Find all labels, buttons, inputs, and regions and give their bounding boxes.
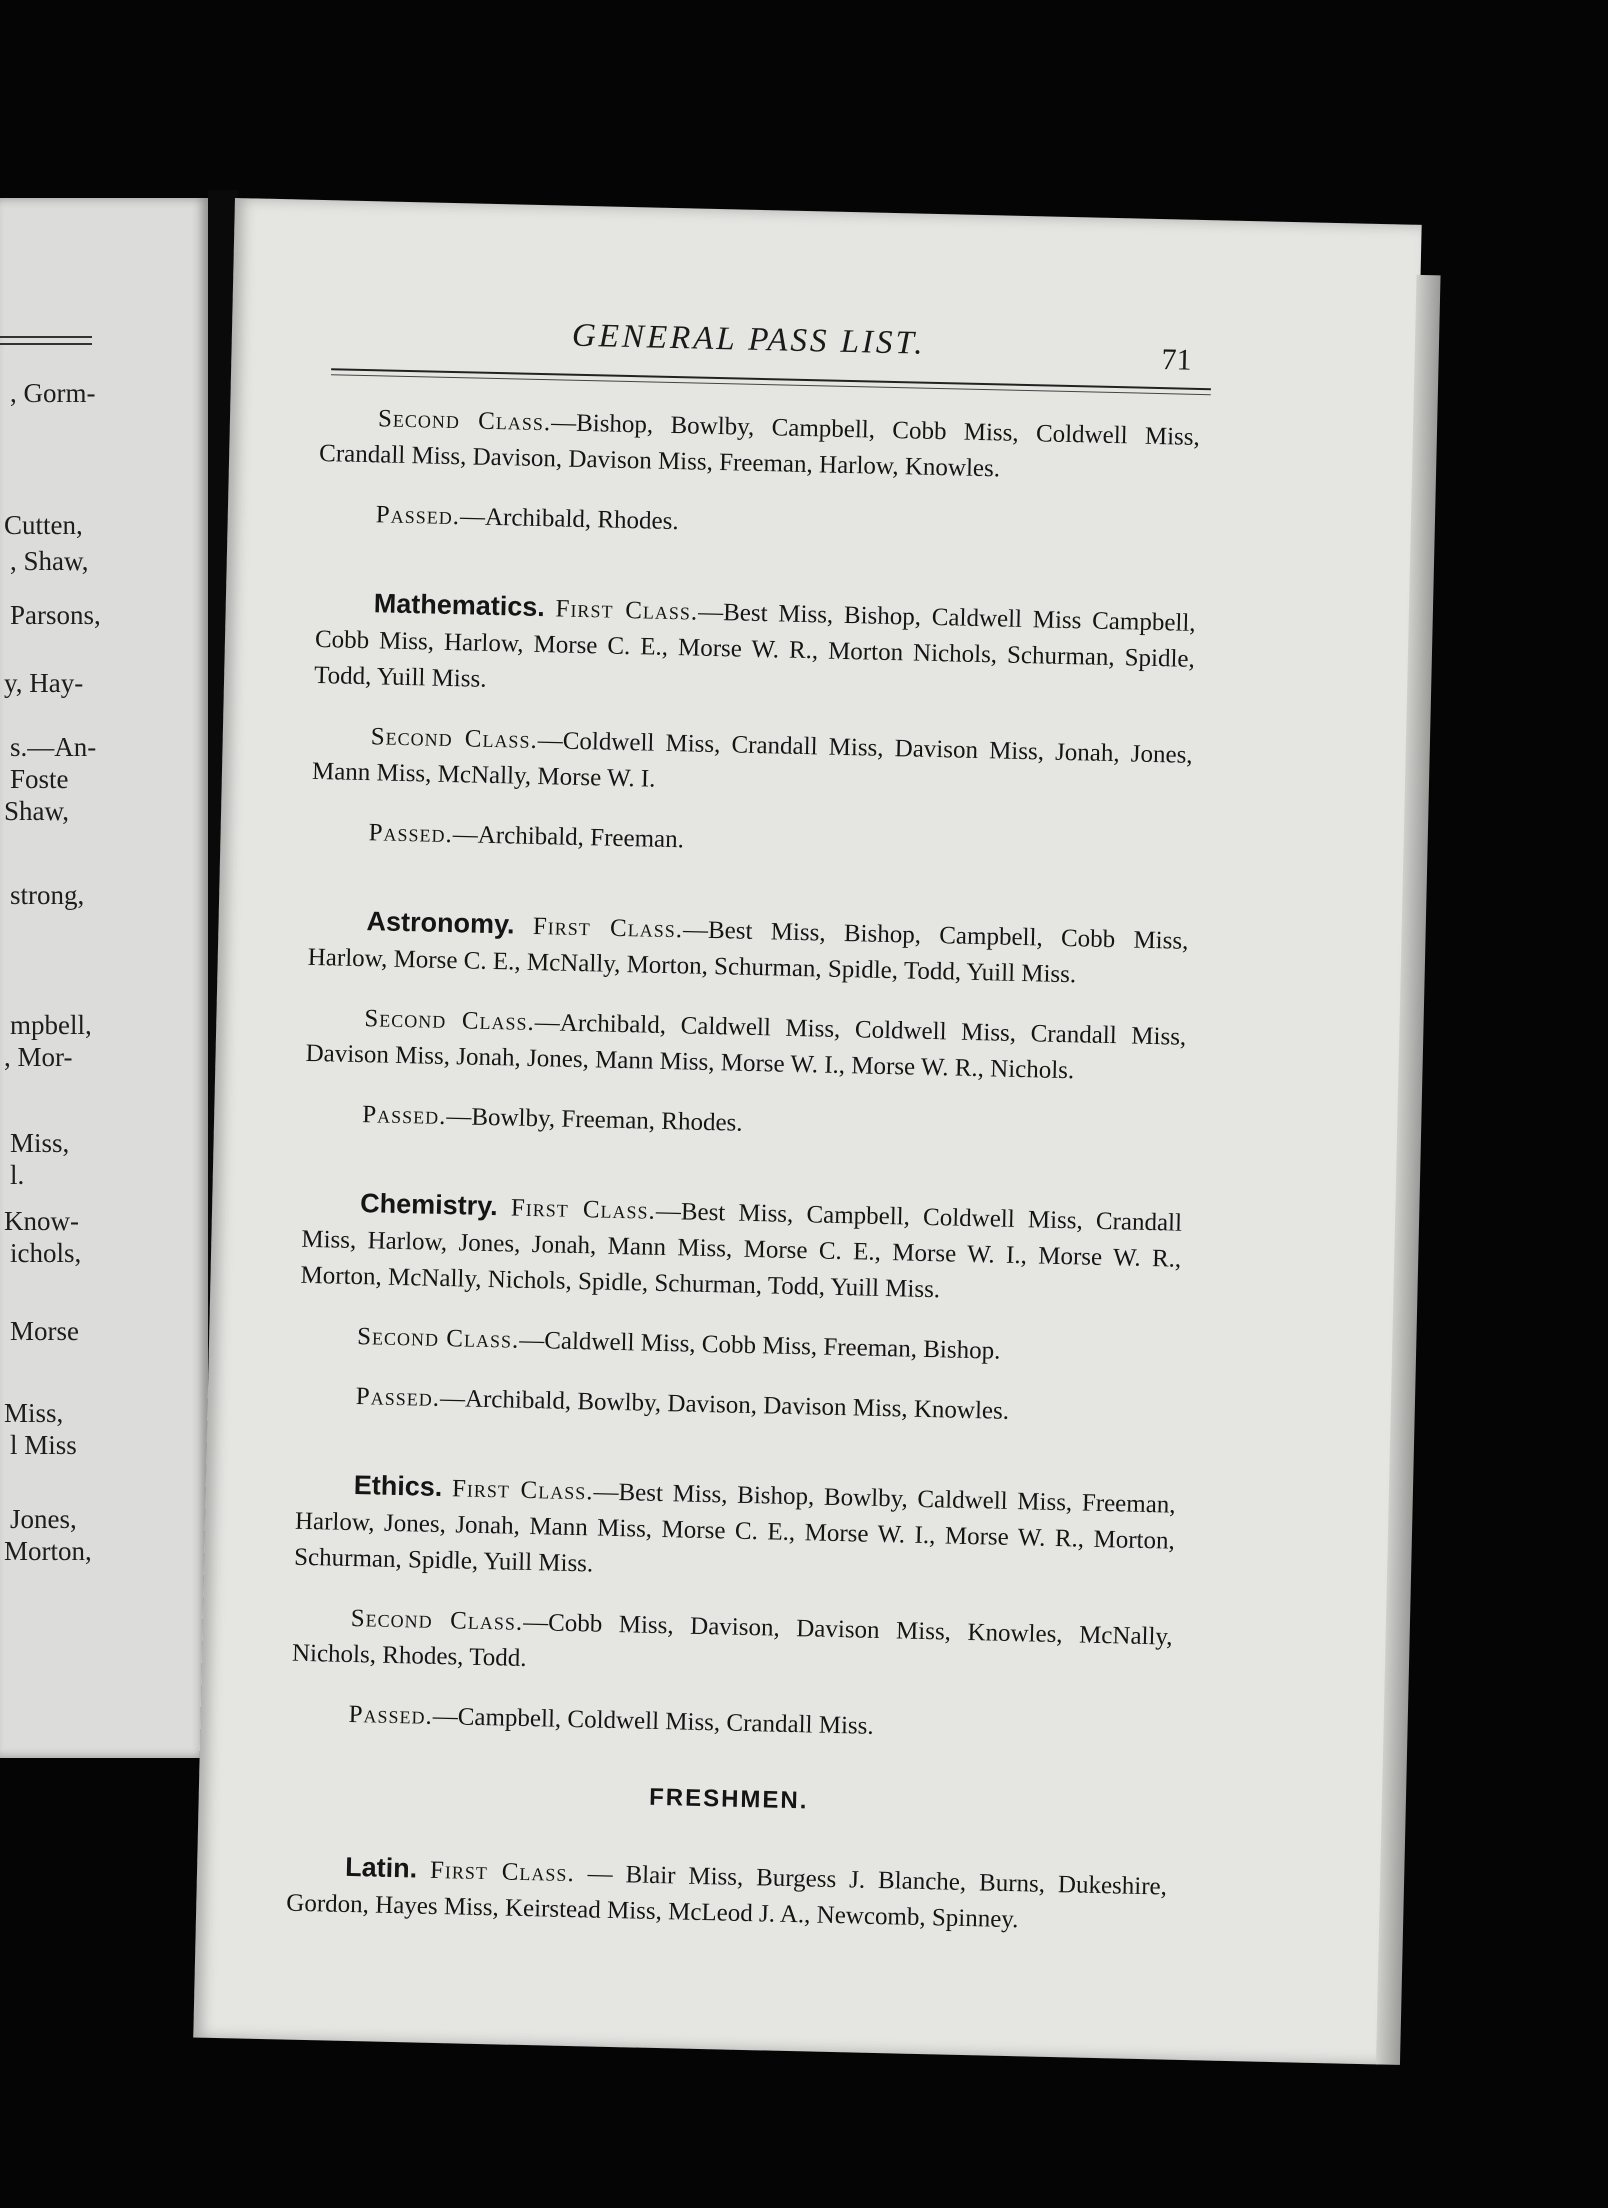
class-label: Passed.: [368, 819, 454, 849]
class-label: First Class.: [429, 1856, 576, 1888]
margin-fragment: Morse: [10, 1316, 79, 1346]
margin-fragment: , Gorm-: [10, 378, 96, 408]
student-names: — Blair Miss, Burgess J. Blanche, Burns, Dukeshire, Gordon, Hayes Miss, Keirstead Miss, McLeod J. A., Newcomb, Spinney.: [286, 1860, 1168, 1934]
class-entry: [300, 1184, 1182, 1314]
margin-fragment: , Mor-: [4, 1042, 73, 1072]
subject-heading: Chemistry.: [359, 1188, 499, 1222]
class-label: Second Class.: [350, 1604, 524, 1636]
margin-fragment: Morton,: [4, 1536, 92, 1566]
section-title: FRESHMEN.: [648, 1783, 809, 1815]
left-page-rule: [0, 343, 92, 345]
class-entry: [286, 1848, 1167, 1942]
class-entry: [294, 1466, 1176, 1596]
margin-fragment: Shaw,: [4, 796, 69, 826]
subject-heading: Astronomy.: [366, 906, 515, 940]
class-label: Second Class.: [356, 1323, 520, 1354]
student-names: —Campbell, Coldwell Miss, Crandall Miss.: [432, 1702, 874, 1740]
margin-fragment: s.—An-: [10, 732, 97, 762]
student-names: —Archibald, Bowlby, Davison, Davison Miss, Knowles.: [439, 1384, 1010, 1425]
student-names: —Coldwell Miss, Crandall Miss, Davison Miss, Jonah, Jones, Mann Miss, McNally, Morse W. I.: [311, 727, 1193, 793]
page-number: 71: [1161, 343, 1192, 377]
subject-blocks: [290, 400, 1200, 1752]
student-names: —Best Miss, Bishop, Campbell, Cobb Miss, Harlow, Morse C. E., McNally, Morton, Schurman, Spidle, Todd, Yuill Miss.: [307, 916, 1189, 989]
class-label: Passed.: [361, 1101, 447, 1131]
left-page-rule: [0, 336, 92, 338]
class-label: First Class.: [532, 912, 684, 944]
subject-heading: Latin.: [344, 1851, 418, 1884]
right-page: [193, 198, 1421, 2064]
class-label: First Class.: [555, 595, 699, 626]
header-rule: [331, 368, 1211, 395]
subject-heading: Mathematics.: [373, 588, 546, 623]
margin-fragment: strong,: [10, 880, 85, 910]
class-label: Second Class.: [377, 405, 552, 437]
margin-fragment: Cutten,: [4, 510, 83, 540]
margin-fragment: Miss,: [10, 1128, 70, 1158]
pass-list-content: [286, 400, 1200, 1942]
subject-heading: Ethics.: [353, 1470, 443, 1503]
student-names: —Caldwell Miss, Cobb Miss, Freeman, Bishop.: [518, 1326, 1001, 1365]
margin-fragment: Foste: [10, 764, 69, 794]
class-label: Passed.: [375, 501, 461, 531]
student-names: —Archibald, Freeman.: [452, 821, 685, 854]
class-label: First Class.: [451, 1475, 594, 1506]
margin-fragment: , Shaw,: [10, 546, 89, 576]
student-names: —Best Miss, Bishop, Caldwell Miss Campbell, Cobb Miss, Harlow, Morse C. E., Morse W. R., Morton Nichols, Schurman, Spidle, Todd, Yuill Miss.: [313, 598, 1196, 693]
class-label: Second Class.: [370, 723, 539, 755]
margin-fragment: Parsons,: [10, 600, 101, 630]
margin-fragment: mpbell,: [10, 1010, 92, 1040]
margin-fragment: Jones,: [10, 1504, 77, 1534]
running-head: GENERAL PASS LIST.: [571, 317, 927, 362]
margin-fragment: l.: [10, 1160, 25, 1190]
student-names: —Best Miss, Bishop, Bowlby, Caldwell Miss, Freeman, Harlow, Jones, Jonah, Mann Miss, Morse C. E., Morse W. I., Morse W. R., Morton, Schurman, Spidle, Yuill Miss.: [293, 1478, 1176, 1578]
class-label: First Class.: [510, 1194, 657, 1225]
left-page: [0, 198, 208, 1758]
page-edge: [1376, 275, 1441, 2065]
student-names: —Archibald, Rhodes.: [459, 503, 679, 536]
student-names: —Cobb Miss, Davison, Davison Miss, Knowles, McNally, Nichols, Rhodes, Todd.: [291, 1608, 1173, 1672]
student-names: —Bowlby, Freeman, Rhodes.: [446, 1103, 743, 1137]
freshmen-subject-blocks: [286, 1848, 1167, 1942]
class-label: Passed.: [348, 1700, 434, 1730]
class-label: Passed.: [355, 1383, 441, 1412]
student-names: —Archibald, Caldwell Miss, Coldwell Miss, Crandall Miss, Davison Miss, Jonah, Jones, Mann Miss, Morse W. I., Morse W. R., Nichols.: [305, 1009, 1187, 1085]
margin-fragment: ichols,: [10, 1238, 82, 1268]
margin-fragment: Miss,: [4, 1398, 64, 1428]
margin-fragment: l Miss: [10, 1430, 77, 1460]
student-names: —Best Miss, Campbell, Coldwell Miss, Crandall Miss, Harlow, Jones, Jonah, Mann Miss, Morse C. E., Morse W. I., Morse W. R., Morton, McNally, Nichols, Spidle, Schurman, Todd, Yuill Miss.: [300, 1197, 1183, 1304]
margin-fragment: y, Hay-: [4, 668, 84, 698]
class-label: Second Class.: [364, 1005, 536, 1037]
margin-fragment: Know-: [4, 1206, 79, 1236]
student-names: —Bishop, Bowlby, Campbell, Cobb Miss, Coldwell Miss, Crandall Miss, Davison, Davison Miss, Freeman, Harlow, Knowles.: [318, 409, 1201, 483]
class-entry: [314, 584, 1196, 714]
